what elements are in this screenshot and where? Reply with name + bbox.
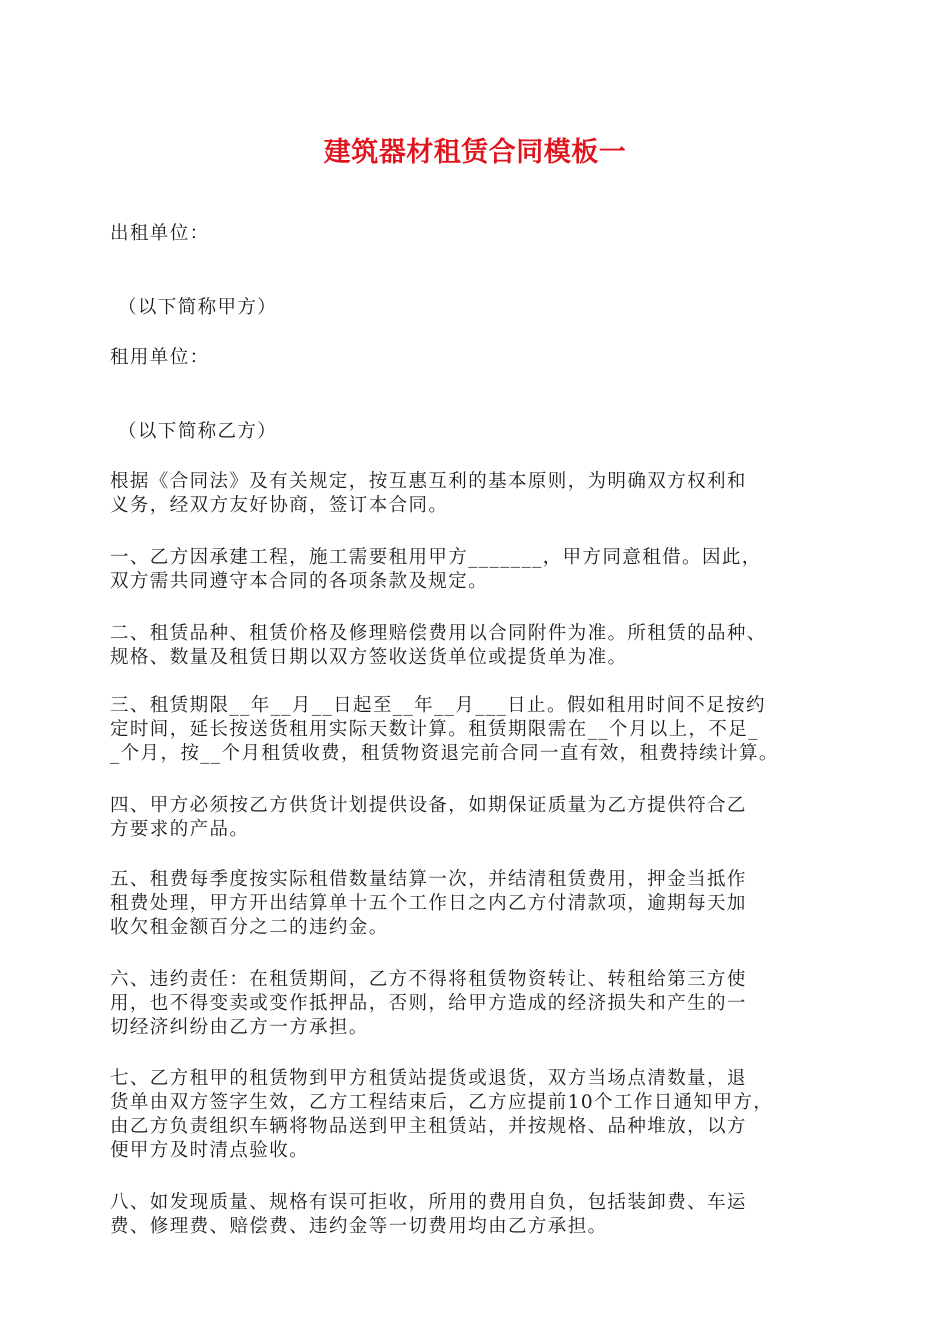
clause-6 bbox=[110, 968, 855, 1040]
paragraph-line: 由乙方负责组织车辆将物品送到甲主租赁站，并按规格、品种堆放，以方 bbox=[110, 1116, 747, 1137]
clause-4 bbox=[110, 794, 855, 842]
clause-8 bbox=[110, 1191, 855, 1239]
paragraph-line: 规格、数量及租赁日期以双方签收送货单位或提货单为准。 bbox=[110, 647, 628, 668]
paragraph-line: 一、乙方因承建工程，施工需要租用甲方_______，甲方同意租借。因此， bbox=[110, 547, 762, 568]
clause-1 bbox=[110, 546, 855, 594]
paragraph-line: 义务，经双方友好协商，签订本合同。 bbox=[110, 495, 449, 516]
paragraph-line: 四、甲方必须按乙方供货计划提供设备，如期保证质量为乙方提供符合乙 bbox=[110, 795, 747, 816]
paragraph-line: 切经济纠纷由乙方一方承担。 bbox=[110, 1017, 369, 1038]
clause-3 bbox=[110, 694, 855, 766]
paragraph-line: 三、租赁期限__年__月__日起至__年__月___日止。假如租用时间不足按约 bbox=[110, 695, 766, 716]
paragraph-line: 便甲方及时清点验收。 bbox=[110, 1140, 310, 1161]
paragraph-line: 五、租费每季度按实际租借数量结算一次，并结清租赁费用，押金当抵作 bbox=[110, 869, 747, 890]
paragraph-line: 费、修理费、赔偿费、违约金等一切费用均由乙方承担。 bbox=[110, 1216, 608, 1237]
paragraph-line: 根据《合同法》及有关规定，按互惠互利的基本原则，为明确双方权利和 bbox=[110, 471, 747, 492]
paragraph-line: 收欠租金额百分之二的违约金。 bbox=[110, 917, 389, 938]
lessor-abbreviation: （以下简称甲方） bbox=[118, 297, 278, 318]
document-title: 建筑器材租赁合同模板一 bbox=[323, 137, 627, 168]
paragraph-line: 租费处理，甲方开出结算单十五个工作日之内乙方付清款项，逾期每天加 bbox=[110, 893, 747, 914]
paragraph-line: _个月，按__个月租赁收费，租赁物资退完前合同一直有效，租费持续计算。 bbox=[110, 743, 779, 764]
paragraph-line: 货单由双方签字生效，乙方工程结束后，乙方应提前10个工作日通知甲方， bbox=[110, 1092, 774, 1113]
paragraph-line: 八、如发现质量、规格有误可拒收，所用的费用自负，包括装卸费、车运 bbox=[110, 1192, 747, 1213]
paragraph-line: 七、乙方租甲的租赁物到甲方租赁站提货或退货，双方当场点清数量，退 bbox=[110, 1068, 747, 1089]
paragraph-line: 定时间，延长按送货租用实际天数计算。租赁期限需在__个月以上，不足_ bbox=[110, 719, 759, 740]
paragraph-line: 用，也不得变卖或变作抵押品，否则，给甲方造成的经济损失和产生的一 bbox=[110, 993, 747, 1014]
clause-5 bbox=[110, 868, 855, 940]
clause-2 bbox=[110, 622, 855, 670]
lessee-label: 租用单位： bbox=[110, 347, 210, 368]
paragraph-line: 双方需共同遵守本合同的各项条款及规定。 bbox=[110, 571, 489, 592]
lessor-label: 出租单位： bbox=[110, 223, 210, 244]
clause-7 bbox=[110, 1067, 855, 1163]
paragraph-line: 二、租赁品种、租赁价格及修理赔偿费用以合同附件为准。所租赁的品种、 bbox=[110, 623, 767, 644]
paragraph-line: 六、违约责任：在租赁期间，乙方不得将租赁物资转让、转租给第三方使 bbox=[110, 969, 747, 990]
intro-paragraph bbox=[110, 470, 855, 518]
paragraph-line: 方要求的产品。 bbox=[110, 819, 250, 840]
lessee-abbreviation: （以下简称乙方） bbox=[118, 421, 278, 442]
